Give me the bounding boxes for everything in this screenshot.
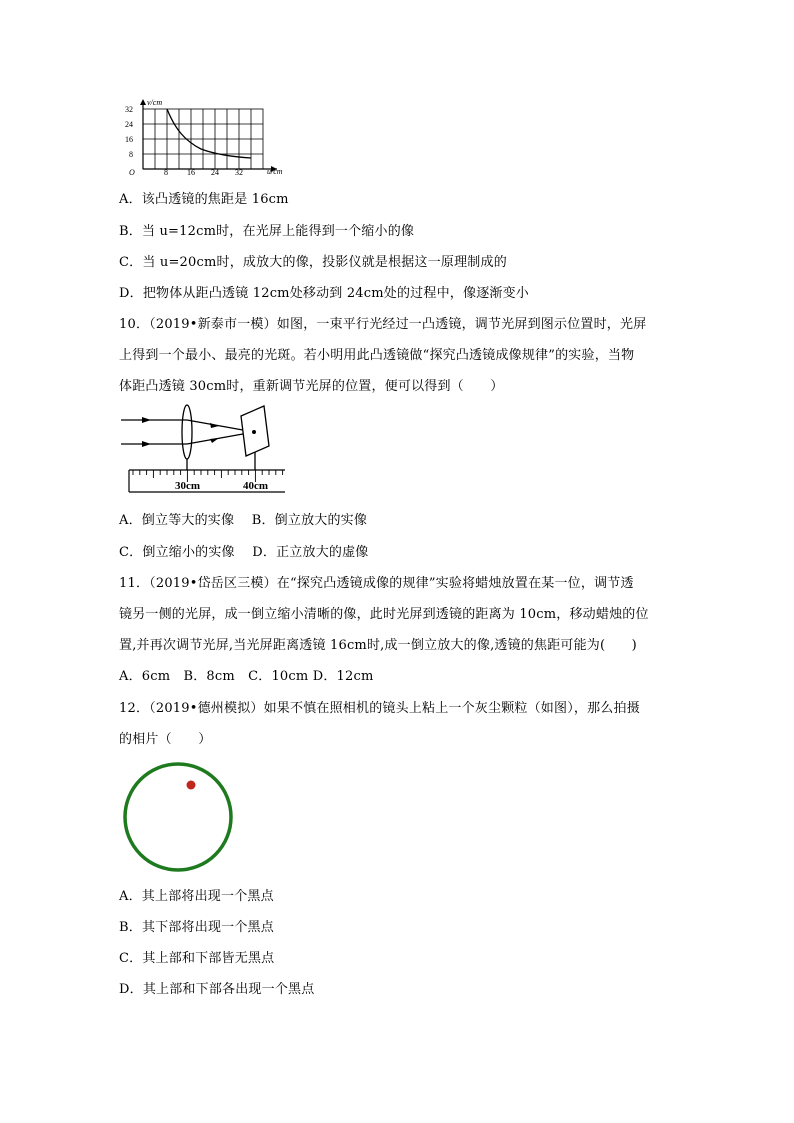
- q11-stem-line-2: 镜另一侧的光屏，成一倒立缩小清晰的像，此时光屏到透镜的距离为 10cm，移动蜡烛的位: [119, 607, 649, 622]
- x-tick: 24: [211, 168, 219, 175]
- q9-option-b: B．当 u=12cm时，在光屏上能得到一个缩小的像: [119, 224, 415, 239]
- dust-particle: [187, 781, 196, 790]
- v-u-graph: [117, 95, 297, 175]
- lens-circle: [125, 764, 231, 870]
- q10-options-row-2: C．倒立缩小的实像 D．正立放大的虚像: [119, 545, 369, 560]
- camera-lens-figure: [119, 760, 239, 875]
- y-tick: 16: [125, 135, 133, 144]
- q12-option-b: B．其下部将出现一个黑点: [119, 920, 274, 935]
- convex-lens: [182, 405, 192, 459]
- ruler-label-40cm: 40cm: [243, 480, 269, 492]
- q10-stem-line-1: 10．（2019•新泰市一模）如图，一束平行光经过一凸透镜，调节光屏到图示位置时，光屏: [119, 317, 647, 332]
- q11-stem-line-1: 11．（2019•岱岳区三模）在“探究凸透镜成像的规律”实验将蜡烛放置在某一位，调节透: [119, 576, 634, 591]
- q12-option-c: C．其上部和下部皆无黑点: [119, 951, 275, 966]
- q9-option-a: A．该凸透镜的焦距是 16cm: [119, 192, 289, 207]
- q12-option-a: A．其上部将出现一个黑点: [119, 889, 274, 904]
- y-tick: 24: [125, 120, 133, 129]
- q11-stem-line-3: 置,并再次调节光屏,当光屏距离透镜 16cm时,成一倒立放大的像,透镜的焦距可能为( ): [119, 638, 637, 653]
- v-u-curve: [167, 109, 251, 158]
- q12-stem-line-1: 12．（2019•德州模拟）如果不慎在照相机的镜头上粘上一个灰尘颗粒（如图），那么拍摄: [119, 701, 640, 716]
- ruler-label-30cm: 30cm: [175, 480, 201, 492]
- q9-option-d: D．把物体从距凸透镜 12cm处移动到 24cm处的过程中，像逐渐变小: [119, 286, 529, 301]
- q12-stem-line-2: 的相片（ ）: [119, 732, 212, 747]
- q12-option-d: D．其上部和下部各出现一个黑点: [119, 982, 315, 997]
- x-tick: 16: [187, 168, 195, 175]
- origin-label: O: [129, 168, 135, 175]
- x-tick: 8: [164, 168, 168, 175]
- q10-stem-line-2: 上得到一个最小、最亮的光斑。若小明用此凸透镜做“探究凸透镜成像规律”的实验，当物: [119, 348, 635, 363]
- q11-options: A．6cm B．8cm C．10cm D．12cm: [119, 669, 374, 684]
- q10-options-row-1: A．倒立等大的实像 B．倒立放大的实像: [119, 513, 368, 528]
- q10-stem-line-3: 体距凸透镜 30cm时，重新调节光屏的位置，便可以得到（ ）: [119, 379, 504, 394]
- x-tick: 32: [235, 168, 243, 175]
- y-axis-unit: v/cm: [147, 98, 163, 107]
- y-tick: 32: [125, 105, 133, 114]
- y-tick: 8: [129, 150, 133, 159]
- q9-option-c: C．当 u=20cm时，成放大的像，投影仪就是根据这一原理制成的: [119, 255, 507, 270]
- lens-ruler-figure: [119, 400, 289, 498]
- x-axis-unit: u/cm: [267, 167, 283, 175]
